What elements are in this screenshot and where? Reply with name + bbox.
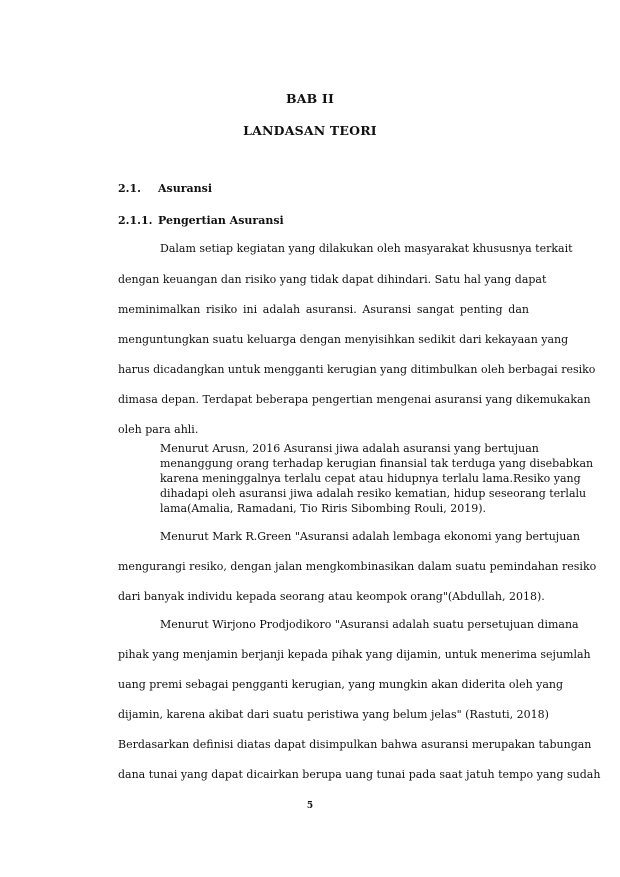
paragraph-line: Berdasarkan definisi diatas dapat disimpulkan bahwa asuransi merupakan tabungan: [118, 738, 592, 751]
section-heading: [118, 182, 212, 195]
paragraph-line: pihak yang menjamin berjanji kepada pihak yang dijamin, untuk menerima sejumlah: [118, 648, 591, 661]
paragraph-line: uang premi sebagai pengganti kerugian, yang mungkin akan diderita oleh yang: [118, 678, 564, 691]
section-title: Asuransi: [158, 182, 213, 195]
section-number: 2.1.: [118, 182, 141, 195]
quote-line: Menurut Arusn, 2016 Asuransi jiwa adalah asuransi yang bertujuan: [160, 442, 539, 455]
quote-line: karena meninggalnya terlalu cepat atau hidupnya terlalu lama.Resiko yang: [160, 472, 581, 485]
paragraph-line: dana tunai yang dapat dicairkan berupa uang tunai pada saat jatuh tempo yang sudah: [118, 768, 601, 781]
chapter-label: BAB II: [285, 91, 335, 106]
chapter-title: LANDASAN TEORI: [243, 123, 377, 138]
paragraph-line: dengan keuangan dan risiko yang tidak dapat dihindari. Satu hal yang dapat: [118, 273, 547, 286]
paragraph-line: dari banyak individu kepada seorang atau keompok orang"(Abdullah, 2018).: [118, 590, 545, 603]
paragraph-line: dijamin, karena akibat dari suatu peristiwa yang belum jelas" (Rastuti, 2018): [118, 708, 549, 721]
quote-line: dihadapi oleh asuransi jiwa adalah resiko kematian, hidup seseorang terlalu: [160, 487, 587, 500]
paragraph-line: meminimalkan risiko ini adalah asuransi. Asuransi sangat penting dan: [118, 303, 529, 316]
subsection-number: 2.1.1.: [118, 214, 153, 227]
paragraph-line: Menurut Wirjono Prodjodikoro "Asuransi adalah suatu persetujuan dimana: [160, 618, 579, 631]
paragraph-line: dimasa depan. Terdapat beberapa pengertian mengenai asuransi yang dikemukakan: [118, 393, 591, 406]
quote-line: menanggung orang terhadap kerugian finansial tak terduga yang disebabkan: [160, 457, 594, 470]
paragraph-line: oleh para ahli.: [118, 423, 199, 436]
paragraph-line: Dalam setiap kegiatan yang dilakukan oleh masyarakat khususnya terkait: [160, 242, 573, 255]
quote-line: lama(Amalia, Ramadani, Tio Riris Sibombing Rouli, 2019).: [160, 502, 486, 515]
paragraph-line: menguntungkan suatu keluarga dengan menyisihkan sedikit dari kekayaan yang: [118, 333, 569, 346]
page-number: 5: [306, 801, 314, 811]
paragraph-line: mengurangi resiko, dengan jalan mengkombinasikan dalam suatu pemindahan resiko: [118, 560, 597, 573]
subsection-heading: [118, 214, 284, 227]
subsection-title: Pengertian Asuransi: [158, 214, 284, 227]
paragraph-line: Menurut Mark R.Green "Asuransi adalah lembaga ekonomi yang bertujuan: [160, 530, 580, 543]
paragraph-line: harus dicadangkan untuk mengganti kerugian yang ditimbulkan oleh berbagai resiko: [118, 363, 596, 376]
